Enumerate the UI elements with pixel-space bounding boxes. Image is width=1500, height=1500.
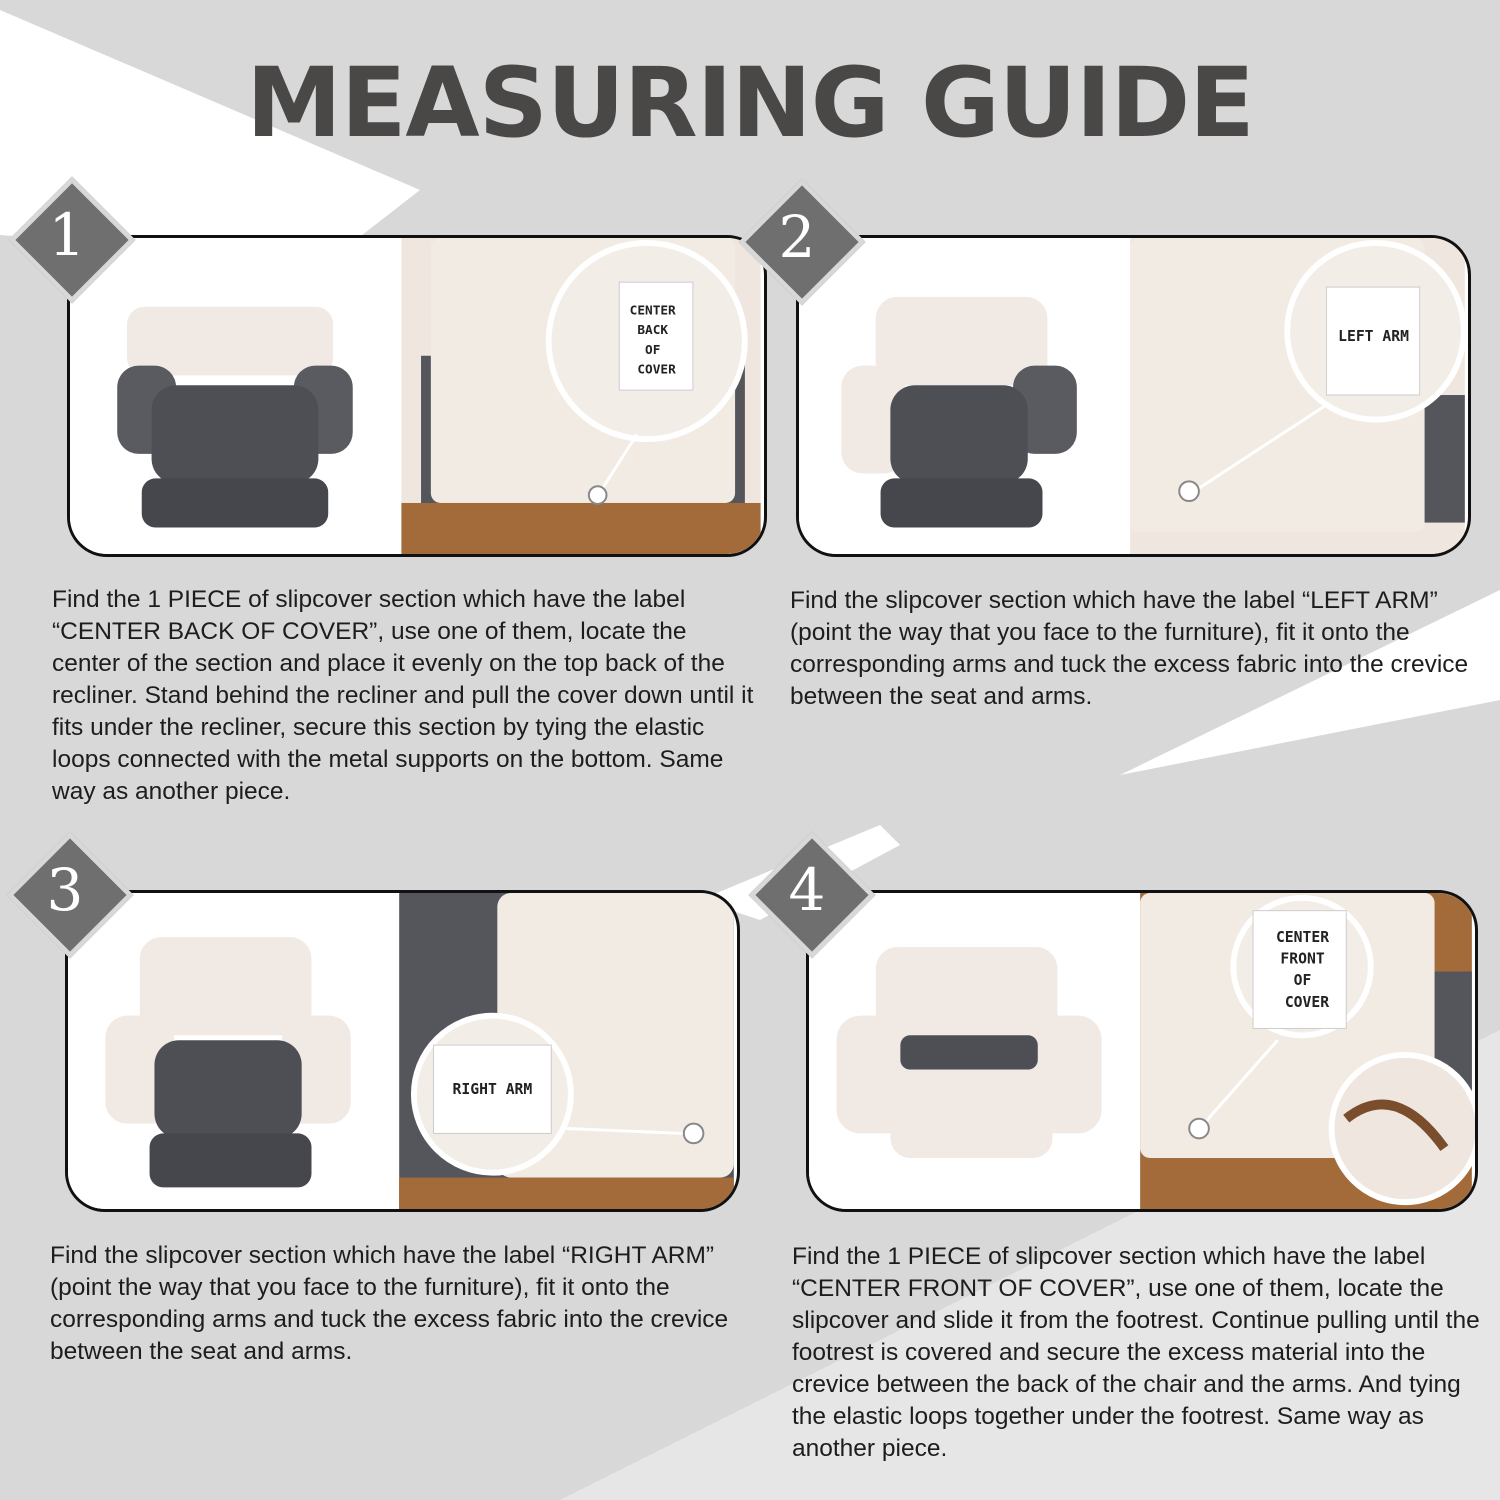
step-2-panel (796, 235, 1471, 557)
step-1-tag-line: OF (645, 342, 661, 358)
step-3-tag-line: RIGHT ARM (452, 1081, 533, 1099)
step-2-detail-photo (1127, 238, 1468, 554)
step-4-tag-line: CENTER (1275, 929, 1330, 947)
step-4-tag-line: COVER (1284, 993, 1330, 1011)
svg-text:LEFT ARM (1338, 328, 1409, 345)
step-1-detail-photo (398, 238, 764, 554)
step-4-detail-photo (1137, 893, 1475, 1209)
step-1-tag-line: BACK (637, 323, 669, 339)
step-4-panel (806, 890, 1478, 1212)
step-2-number: 2 (778, 203, 816, 271)
step-1-tag-line: COVER (637, 362, 676, 378)
step-1-tag-line: CENTER (629, 303, 676, 319)
step-3-number: 3 (46, 856, 84, 924)
step-2-description: Find the slipcover section which have the label “LEFT ARM” (point the way that you face to the furniture), fit it onto the corresponding arms and tuck the excess fabric into the crevice between the seat and arms. (790, 587, 1469, 710)
step-4-tag-line: FRONT (1280, 950, 1325, 968)
step-2-tag-line: LEFT ARM (1338, 328, 1410, 346)
step-1-panel (67, 235, 767, 557)
step-1-description: Find the 1 PIECE of slipcover section which have the label “CENTER BACK OF COVER”, use one of them, locate the center of the section and place it evenly on the top back of the recliner. Stand behind the recliner and pull the cover down until it fits under the recliner, secure this section by tying the elastic loops connected with the metal supports on the bottom. Same way as another piece. (52, 586, 754, 805)
step-3-detail-photo (396, 893, 737, 1209)
svg-text:RIGHT ARM (453, 1081, 533, 1098)
step-4-number: 4 (788, 856, 826, 924)
step-3-description: Find the slipcover section which have the label “RIGHT ARM” (point the way that you face to the furniture), fit it onto the corresponding arms and tuck the excess fabric into the crevice between the seat and arms. (50, 1242, 729, 1365)
step-4-description: Find the 1 PIECE of slipcover section which have the label “CENTER FRONT OF COVER”, use one of them, locate the slipcover and slide it from the footrest. Continue pulling until the footrest is covered and secure the excess material into the crevice between the back of the chair and the arms. And tying the elastic loops together under the footrest. Same way as another piece. (792, 1243, 1480, 1462)
step-3-panel (65, 890, 740, 1212)
page-title: MEASURING GUIDE (246, 47, 1254, 159)
step-4-tag-line: OF (1293, 972, 1312, 990)
step-1-number: 1 (48, 201, 86, 269)
